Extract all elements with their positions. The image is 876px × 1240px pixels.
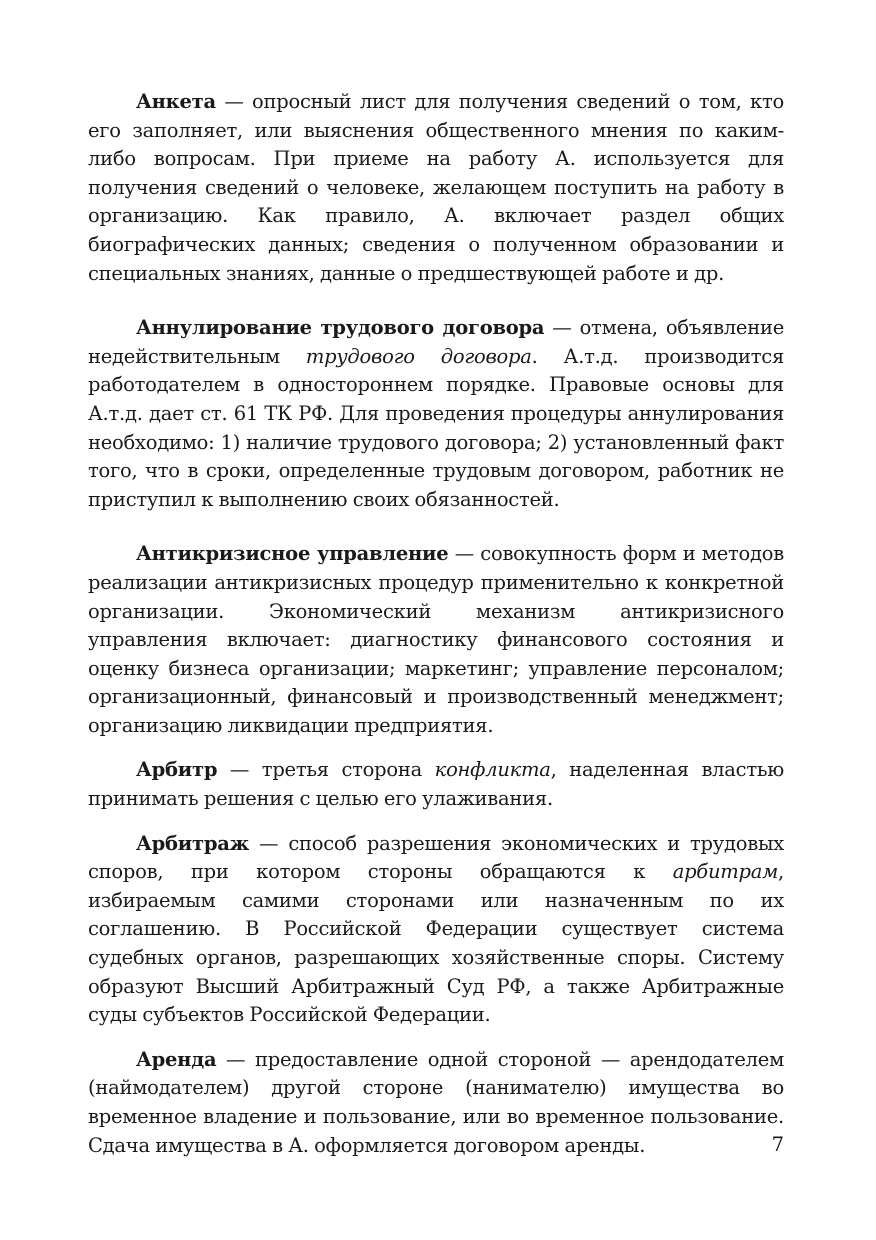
term-antikrizisnoe-upravlenie: Антикризисное управление: [136, 542, 449, 566]
cross-reference-konflikt: конфликта: [434, 758, 551, 782]
definition-arbitr-part1: — третья сторона: [217, 758, 435, 782]
term-arenda: Аренда: [136, 1047, 217, 1071]
definition-antikrizisnoe-upravlenie: — совокупность форм и методов реализации антикризисных процедур применительно к конкретной организации. Экономический механизм антикризисного управления включает: диагностику финансового состояния и оценку бизнеса организации; маркетинг; управление персоналом; организационный, финансовый и производственный менеджмент; организацию ликвидации предприятия.: [88, 542, 784, 737]
definition-annulirovanie-part1: — отмена, объявление недействительным: [88, 316, 785, 368]
term-annulirovanie: Аннулирование трудового договора: [136, 316, 545, 340]
dictionary-page: [88, 88, 784, 1160]
entry-arenda: [88, 1046, 784, 1160]
definition-annulirovanie-part2: . А.т.д. производится работодателем в одностороннем порядке. Правовые основы для А.т.д. дает ст. 61 ТК РФ. Для проведения процедуры аннулирования необходимо: 1) наличие трудового договора; 2) установленный факт того, что в сроки, определенные трудовым договором, работник не приступил к выполнению своих обязанностей.: [88, 344, 784, 511]
definition-arbitrazh-part1: — способ разрешения экономических и трудовых споров, при котором стороны обращаются к: [88, 831, 784, 884]
cross-reference-trudovoy-dogovor: трудового договора: [305, 344, 532, 368]
page-number: 7: [771, 1133, 784, 1156]
definition-anketa: — опросный лист для получения сведений о том, кто его заполняет, или выяснения общественного мнения по каким-либо вопросам. При приеме на работу А. используется для получения сведений о человеке, желающем поступить на работу в организацию. Как правило, А. включает раздел общих биографических данных; сведения о полученном образовании и специальных знаниях, данные о предшествующей работе и др.: [88, 90, 784, 285]
term-arbitr: Арбитр: [136, 758, 218, 782]
entry-arbitrazh: [88, 830, 784, 1030]
definition-arbitr-part2: , наделенная властью принимать решения с целью его улаживания.: [88, 758, 784, 811]
entry-anketa: [88, 88, 784, 288]
term-anketa: Анкета: [136, 90, 216, 113]
definition-arbitrazh-part2: , избираемым самими сторонами или назначенным по их соглашению. В Российской Федерации существует система судебных органов, разрешающих хозяйственные споры. Систему образуют Высший Арбитражный Суд РФ, а также Арбитражные суды субъектов Российской Федерации.: [88, 860, 784, 1027]
entry-annulirovanie: [88, 314, 784, 514]
definition-arenda: — предоставление одной стороной — арендодателем (наймодателем) другой стороне (нанимателю) имущества во временное владение и пользование, или во временное пользование. Сдача имущества в А. оформляется договором аренды.: [88, 1047, 784, 1157]
term-arbitrazh: Арбитраж: [136, 831, 250, 855]
entry-antikrizisnoe-upravlenie: [88, 540, 784, 740]
entry-arbitr: [88, 756, 784, 813]
cross-reference-arbitr: арбитрам: [672, 860, 779, 884]
